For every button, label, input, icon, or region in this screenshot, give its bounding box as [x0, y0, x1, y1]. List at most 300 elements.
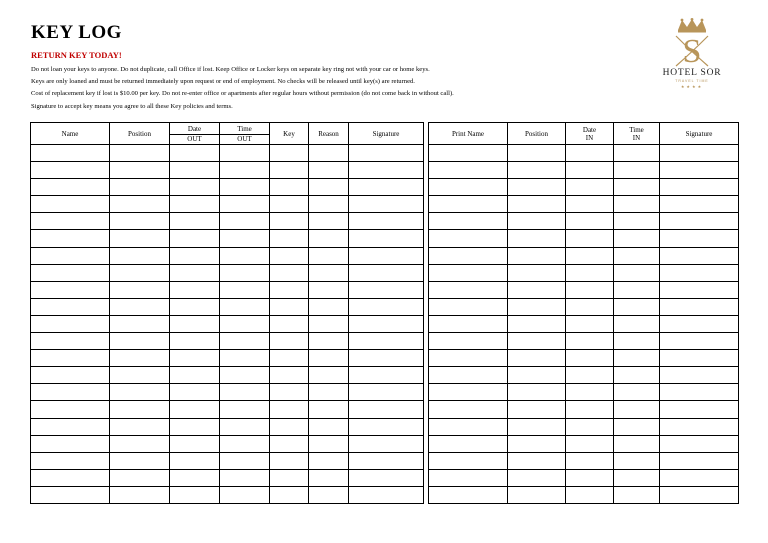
table-row — [429, 367, 739, 384]
table-row — [31, 213, 424, 230]
entry-cell[interactable] — [110, 230, 170, 247]
table-row — [31, 384, 424, 401]
entry-cell[interactable] — [566, 230, 614, 247]
entry-cell[interactable] — [508, 367, 566, 384]
entry-cell[interactable] — [614, 247, 660, 264]
entry-cell[interactable] — [309, 230, 349, 247]
table-row — [31, 469, 424, 486]
entry-cell[interactable] — [270, 350, 309, 367]
entry-cell[interactable] — [170, 196, 220, 213]
entry-cell[interactable] — [309, 435, 349, 452]
page-title: KEY LOG — [31, 22, 122, 43]
entry-cell[interactable] — [110, 162, 170, 179]
key-checkout-table — [30, 122, 424, 504]
entry-cell[interactable] — [31, 196, 110, 213]
entry-cell[interactable] — [270, 196, 309, 213]
entry-cell[interactable] — [508, 162, 566, 179]
entry-cell[interactable] — [270, 418, 309, 435]
entry-cell[interactable] — [220, 145, 270, 162]
table-row — [31, 162, 424, 179]
entry-cell[interactable] — [429, 315, 508, 332]
col-time-out — [220, 123, 270, 145]
entry-cell[interactable] — [31, 486, 110, 503]
entry-cell[interactable] — [660, 435, 739, 452]
entry-cell[interactable] — [31, 230, 110, 247]
entry-cell[interactable] — [614, 281, 660, 298]
col-time-in-label: Time — [629, 125, 644, 134]
entry-cell[interactable] — [110, 401, 170, 418]
entry-cell[interactable] — [349, 162, 424, 179]
entry-cell[interactable] — [110, 179, 170, 196]
entry-cell[interactable] — [220, 162, 270, 179]
entry-cell[interactable] — [614, 486, 660, 503]
entry-cell[interactable] — [110, 264, 170, 281]
entry-cell[interactable] — [349, 298, 424, 315]
col-signature: Signature — [349, 123, 424, 145]
entry-cell[interactable] — [220, 418, 270, 435]
entry-cell[interactable] — [170, 435, 220, 452]
entry-cell[interactable] — [614, 162, 660, 179]
entry-cell[interactable] — [270, 486, 309, 503]
col-date-out-label: Date — [170, 124, 219, 135]
entry-cell[interactable] — [660, 350, 739, 367]
entry-cell[interactable] — [220, 298, 270, 315]
entry-cell[interactable] — [660, 179, 739, 196]
entry-cell[interactable] — [508, 196, 566, 213]
table-row — [429, 264, 739, 281]
col-date-out — [170, 123, 220, 145]
entry-cell[interactable] — [349, 486, 424, 503]
entry-cell[interactable] — [614, 298, 660, 315]
entry-cell[interactable] — [508, 315, 566, 332]
table-row — [429, 401, 739, 418]
entry-cell[interactable] — [508, 350, 566, 367]
entry-cell[interactable] — [270, 452, 309, 469]
col-print-name: Print Name — [429, 123, 508, 145]
entry-cell[interactable] — [614, 435, 660, 452]
entry-cell[interactable] — [31, 418, 110, 435]
table-row — [31, 281, 424, 298]
entry-cell[interactable] — [110, 315, 170, 332]
entry-cell[interactable] — [429, 213, 508, 230]
table-row — [31, 435, 424, 452]
entry-cell[interactable] — [170, 384, 220, 401]
entry-cell[interactable] — [31, 384, 110, 401]
entry-cell[interactable] — [270, 298, 309, 315]
entry-cell[interactable] — [110, 333, 170, 350]
entry-cell[interactable] — [566, 196, 614, 213]
entry-cell[interactable] — [220, 264, 270, 281]
entry-cell[interactable] — [508, 452, 566, 469]
entry-cell[interactable] — [31, 298, 110, 315]
entry-cell[interactable] — [309, 418, 349, 435]
table-row — [429, 418, 739, 435]
entry-cell[interactable] — [566, 281, 614, 298]
entry-cell[interactable] — [110, 247, 170, 264]
entry-cell[interactable] — [614, 401, 660, 418]
entry-cell[interactable] — [349, 196, 424, 213]
entry-cell[interactable] — [170, 179, 220, 196]
entry-cell[interactable] — [614, 367, 660, 384]
key-return-table — [428, 122, 739, 504]
entry-cell[interactable] — [220, 384, 270, 401]
entry-cell[interactable] — [349, 452, 424, 469]
entry-cell[interactable] — [309, 196, 349, 213]
entry-cell[interactable] — [170, 264, 220, 281]
entry-cell[interactable] — [429, 418, 508, 435]
entry-cell[interactable] — [31, 264, 110, 281]
entry-cell[interactable] — [349, 418, 424, 435]
entry-cell[interactable] — [110, 452, 170, 469]
entry-cell[interactable] — [309, 213, 349, 230]
entry-cell[interactable] — [614, 264, 660, 281]
entry-cell[interactable] — [309, 452, 349, 469]
hotel-logo — [652, 18, 732, 98]
entry-cell[interactable] — [660, 145, 739, 162]
entry-cell[interactable] — [110, 196, 170, 213]
entry-cell[interactable] — [660, 315, 739, 332]
table-row — [429, 486, 739, 503]
entry-cell[interactable] — [220, 350, 270, 367]
entry-cell[interactable] — [270, 333, 309, 350]
entry-cell[interactable] — [170, 469, 220, 486]
key-policy-rules — [31, 64, 591, 113]
entry-cell[interactable] — [270, 384, 309, 401]
entry-cell[interactable] — [349, 179, 424, 196]
entry-cell[interactable] — [220, 213, 270, 230]
entry-cell[interactable] — [566, 452, 614, 469]
entry-cell[interactable] — [429, 179, 508, 196]
entry-cell[interactable] — [429, 452, 508, 469]
entry-cell[interactable] — [614, 230, 660, 247]
entry-cell[interactable] — [170, 298, 220, 315]
entry-cell[interactable] — [309, 264, 349, 281]
entry-cell[interactable] — [309, 247, 349, 264]
svg-text:S: S — [682, 33, 702, 70]
entry-cell[interactable] — [429, 247, 508, 264]
table-row — [429, 315, 739, 332]
entry-cell[interactable] — [31, 350, 110, 367]
entry-cell[interactable] — [349, 384, 424, 401]
entry-cell[interactable] — [429, 230, 508, 247]
entry-cell[interactable] — [110, 281, 170, 298]
entry-cell[interactable] — [170, 145, 220, 162]
table-row — [429, 350, 739, 367]
entry-cell[interactable] — [614, 452, 660, 469]
entry-cell[interactable] — [660, 162, 739, 179]
entry-cell[interactable] — [220, 435, 270, 452]
entry-cell[interactable] — [566, 213, 614, 230]
entry-cell[interactable] — [220, 401, 270, 418]
entry-cell[interactable] — [508, 247, 566, 264]
entry-cell[interactable] — [309, 315, 349, 332]
entry-cell[interactable] — [220, 367, 270, 384]
table-row — [429, 162, 739, 179]
entry-cell[interactable] — [614, 145, 660, 162]
entry-cell[interactable] — [660, 230, 739, 247]
entry-cell[interactable] — [31, 281, 110, 298]
entry-cell[interactable] — [429, 298, 508, 315]
table-row — [429, 196, 739, 213]
entry-cell[interactable] — [508, 333, 566, 350]
entry-cell[interactable] — [566, 247, 614, 264]
entry-cell[interactable] — [220, 452, 270, 469]
entry-cell[interactable] — [508, 418, 566, 435]
entry-cell[interactable] — [508, 384, 566, 401]
entry-cell[interactable] — [429, 196, 508, 213]
entry-cell[interactable] — [508, 179, 566, 196]
entry-cell[interactable] — [429, 162, 508, 179]
entry-cell[interactable] — [566, 145, 614, 162]
entry-cell[interactable] — [429, 384, 508, 401]
entry-cell[interactable] — [614, 333, 660, 350]
entry-cell[interactable] — [309, 367, 349, 384]
entry-cell[interactable] — [566, 401, 614, 418]
entry-cell[interactable] — [508, 469, 566, 486]
entry-cell[interactable] — [660, 298, 739, 315]
entry-cell[interactable] — [31, 179, 110, 196]
entry-cell[interactable] — [270, 401, 309, 418]
entry-cell[interactable] — [614, 384, 660, 401]
entry-cell[interactable] — [349, 435, 424, 452]
entry-cell[interactable] — [309, 350, 349, 367]
entry-cell[interactable] — [110, 435, 170, 452]
entry-cell[interactable] — [566, 333, 614, 350]
entry-cell[interactable] — [349, 367, 424, 384]
entry-cell[interactable] — [566, 179, 614, 196]
entry-cell[interactable] — [349, 145, 424, 162]
entry-cell[interactable] — [220, 179, 270, 196]
table-row — [429, 247, 739, 264]
entry-cell[interactable] — [566, 367, 614, 384]
entry-cell[interactable] — [31, 401, 110, 418]
entry-cell[interactable] — [566, 350, 614, 367]
entry-cell[interactable] — [429, 401, 508, 418]
entry-cell[interactable] — [660, 213, 739, 230]
entry-cell[interactable] — [309, 401, 349, 418]
entry-cell[interactable] — [170, 452, 220, 469]
col-key: Key — [270, 123, 309, 145]
entry-cell[interactable] — [31, 162, 110, 179]
entry-cell[interactable] — [31, 213, 110, 230]
entry-cell[interactable] — [170, 333, 220, 350]
entry-cell[interactable] — [110, 469, 170, 486]
entry-cell[interactable] — [614, 418, 660, 435]
entry-cell[interactable] — [270, 162, 309, 179]
entry-cell[interactable] — [614, 315, 660, 332]
entry-cell[interactable] — [31, 333, 110, 350]
entry-cell[interactable] — [31, 367, 110, 384]
entry-cell[interactable] — [170, 367, 220, 384]
entry-cell[interactable] — [170, 162, 220, 179]
entry-cell[interactable] — [270, 247, 309, 264]
entry-cell[interactable] — [220, 196, 270, 213]
entry-cell[interactable] — [614, 213, 660, 230]
table-row — [429, 452, 739, 469]
entry-cell[interactable] — [309, 298, 349, 315]
entry-cell[interactable] — [566, 264, 614, 281]
table-row — [429, 333, 739, 350]
entry-cell[interactable] — [220, 247, 270, 264]
table-row — [429, 469, 739, 486]
entry-cell[interactable] — [110, 418, 170, 435]
entry-cell[interactable] — [170, 401, 220, 418]
entry-cell[interactable] — [349, 333, 424, 350]
entry-cell[interactable] — [309, 281, 349, 298]
entry-cell[interactable] — [309, 384, 349, 401]
entry-cell[interactable] — [349, 281, 424, 298]
entry-cell[interactable] — [110, 298, 170, 315]
entry-cell[interactable] — [220, 486, 270, 503]
entry-cell[interactable] — [614, 179, 660, 196]
table-row — [429, 281, 739, 298]
entry-cell[interactable] — [508, 145, 566, 162]
entry-cell[interactable] — [349, 230, 424, 247]
entry-cell[interactable] — [614, 469, 660, 486]
entry-cell[interactable] — [270, 179, 309, 196]
entry-cell[interactable] — [660, 469, 739, 486]
entry-cell[interactable] — [660, 196, 739, 213]
entry-cell[interactable] — [270, 264, 309, 281]
entry-cell[interactable] — [349, 213, 424, 230]
table-row — [31, 247, 424, 264]
entry-cell[interactable] — [508, 298, 566, 315]
col-time-out-sub: OUT — [237, 134, 252, 143]
entry-cell[interactable] — [349, 264, 424, 281]
entry-cell[interactable] — [429, 367, 508, 384]
entry-cell[interactable] — [349, 469, 424, 486]
entry-cell[interactable] — [220, 469, 270, 486]
entry-cell[interactable] — [660, 264, 739, 281]
entry-cell[interactable] — [309, 145, 349, 162]
entry-cell[interactable] — [349, 247, 424, 264]
table-row — [31, 298, 424, 315]
entry-cell[interactable] — [660, 486, 739, 503]
entry-cell[interactable] — [220, 281, 270, 298]
entry-cell[interactable] — [429, 145, 508, 162]
entry-cell[interactable] — [508, 213, 566, 230]
col-name: Name — [31, 123, 110, 145]
entry-cell[interactable] — [508, 230, 566, 247]
entry-cell[interactable] — [660, 247, 739, 264]
entry-cell[interactable] — [220, 333, 270, 350]
entry-cell[interactable] — [349, 401, 424, 418]
entry-cell[interactable] — [31, 435, 110, 452]
entry-cell[interactable] — [508, 486, 566, 503]
entry-cell[interactable] — [660, 333, 739, 350]
entry-cell[interactable] — [508, 435, 566, 452]
entry-cell[interactable] — [31, 247, 110, 264]
entry-cell[interactable] — [170, 315, 220, 332]
entry-cell[interactable] — [309, 469, 349, 486]
entry-cell[interactable] — [170, 418, 220, 435]
entry-cell[interactable] — [110, 384, 170, 401]
entry-cell[interactable] — [660, 401, 739, 418]
entry-cell[interactable] — [309, 333, 349, 350]
entry-cell[interactable] — [170, 350, 220, 367]
entry-cell[interactable] — [309, 179, 349, 196]
entry-cell[interactable] — [110, 350, 170, 367]
table-row — [429, 435, 739, 452]
table-row — [31, 230, 424, 247]
entry-cell[interactable] — [508, 264, 566, 281]
entry-cell[interactable] — [349, 350, 424, 367]
entry-cell[interactable] — [220, 315, 270, 332]
entry-cell[interactable] — [614, 350, 660, 367]
entry-cell[interactable] — [429, 333, 508, 350]
entry-cell[interactable] — [614, 196, 660, 213]
entry-cell[interactable] — [110, 213, 170, 230]
rule-line: Keys are only loaned and must be returned immediately upon request or end of employment. No checks will be released until key(s) are returned. — [31, 78, 415, 86]
entry-cell[interactable] — [566, 315, 614, 332]
entry-cell[interactable] — [566, 162, 614, 179]
entry-cell[interactable] — [429, 435, 508, 452]
entry-cell[interactable] — [429, 281, 508, 298]
col-time-in — [614, 123, 660, 145]
entry-cell[interactable] — [31, 315, 110, 332]
entry-cell[interactable] — [566, 435, 614, 452]
entry-cell[interactable] — [31, 452, 110, 469]
hotel-tagline: TRAVEL TIME — [675, 79, 709, 83]
entry-cell[interactable] — [660, 281, 739, 298]
entry-cell[interactable] — [31, 145, 110, 162]
entry-cell[interactable] — [429, 486, 508, 503]
entry-cell[interactable] — [170, 247, 220, 264]
entry-cell[interactable] — [270, 230, 309, 247]
entry-cell[interactable] — [270, 145, 309, 162]
entry-cell[interactable] — [566, 298, 614, 315]
entry-cell[interactable] — [31, 469, 110, 486]
entry-cell[interactable] — [660, 452, 739, 469]
entry-cell[interactable] — [660, 418, 739, 435]
entry-cell[interactable] — [429, 469, 508, 486]
return-key-notice: RETURN KEY TODAY! — [31, 50, 122, 60]
entry-cell[interactable] — [660, 384, 739, 401]
entry-cell[interactable] — [566, 486, 614, 503]
entry-cell[interactable] — [566, 418, 614, 435]
entry-cell[interactable] — [170, 281, 220, 298]
entry-cell[interactable] — [270, 213, 309, 230]
entry-cell[interactable] — [660, 367, 739, 384]
entry-cell[interactable] — [220, 230, 270, 247]
entry-cell[interactable] — [429, 350, 508, 367]
entry-cell[interactable] — [270, 367, 309, 384]
entry-cell[interactable] — [508, 401, 566, 418]
entry-cell[interactable] — [110, 486, 170, 503]
entry-cell[interactable] — [309, 162, 349, 179]
entry-cell[interactable] — [270, 315, 309, 332]
table-row — [31, 486, 424, 503]
entry-cell[interactable] — [110, 367, 170, 384]
col-signature: Signature — [660, 123, 739, 145]
entry-cell[interactable] — [170, 213, 220, 230]
entry-cell[interactable] — [309, 486, 349, 503]
entry-cell[interactable] — [429, 264, 508, 281]
entry-cell[interactable] — [349, 315, 424, 332]
entry-cell[interactable] — [566, 469, 614, 486]
entry-cell[interactable] — [170, 230, 220, 247]
col-time-in-sub: IN — [632, 133, 641, 142]
entry-cell[interactable] — [270, 281, 309, 298]
entry-cell[interactable] — [508, 281, 566, 298]
table-row — [429, 384, 739, 401]
table-row — [31, 145, 424, 162]
entry-cell[interactable] — [270, 435, 309, 452]
entry-cell[interactable] — [270, 469, 309, 486]
entry-cell[interactable] — [110, 145, 170, 162]
entry-cell[interactable] — [170, 486, 220, 503]
entry-cell[interactable] — [566, 384, 614, 401]
